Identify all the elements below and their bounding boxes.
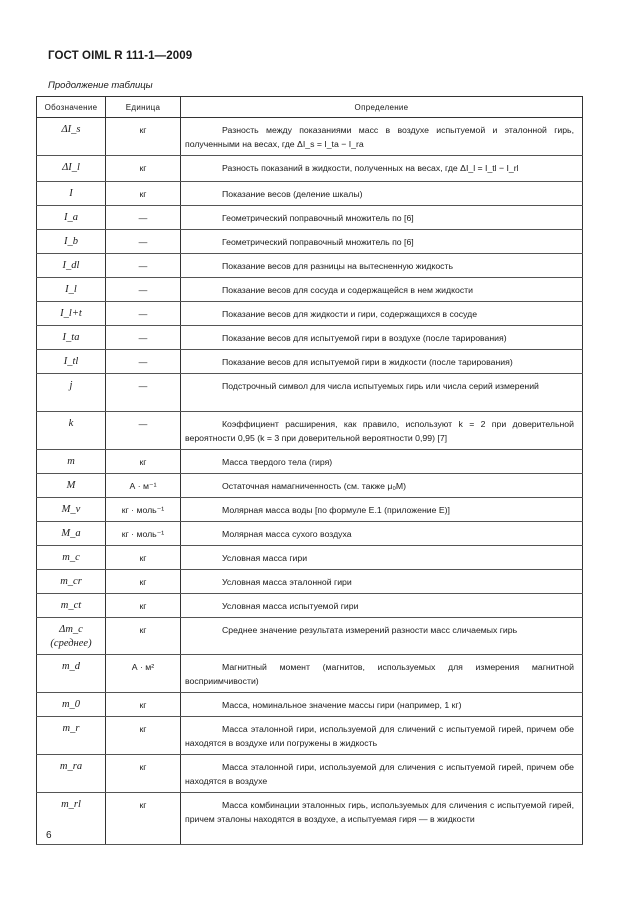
symbol-cell: m_ra	[37, 755, 106, 793]
table-header-row	[37, 97, 583, 118]
unit-cell: кг	[106, 546, 181, 570]
definition-cell: Геометрический поправочный множитель по [6]	[181, 230, 583, 254]
symbol-cell: I_tl	[37, 350, 106, 374]
symbol-cell: j	[37, 374, 106, 412]
definition-cell: Разность между показаниями масс в воздухе испытуемой и эталонной гирь, полученными на весах, где ΔI_s = I_ta − I_ra	[181, 118, 583, 156]
definition-cell: Молярная масса воды [по формуле Е.1 (приложение Е)]	[181, 498, 583, 522]
table-row	[37, 450, 583, 474]
definition-cell: Показание весов для испытуемой гири в жидкости (после тарирования)	[181, 350, 583, 374]
table-row	[37, 118, 583, 156]
definition-cell: Показание весов для разницы на вытесненную жидкость	[181, 254, 583, 278]
definition-cell: Масса, номинальное значение массы гири (например, 1 кг)	[181, 693, 583, 717]
table-row	[37, 693, 583, 717]
table-row	[37, 412, 583, 450]
symbol-cell: m_c	[37, 546, 106, 570]
table-row	[37, 350, 583, 374]
symbol-cell: M	[37, 474, 106, 498]
unit-cell: —	[106, 278, 181, 302]
symbol-cell: ΔI_l	[37, 156, 106, 182]
definition-cell: Молярная масса сухого воздуха	[181, 522, 583, 546]
table-row	[37, 522, 583, 546]
table-row	[37, 498, 583, 522]
symbol-cell: m_ct	[37, 594, 106, 618]
unit-cell: кг · моль⁻¹	[106, 498, 181, 522]
definition-cell: Масса эталонной гири, используемой для сличения с испытуемой гирей, причем обе находятся в воздухе	[181, 755, 583, 793]
definition-cell: Коэффициент расширения, как правило, используют k = 2 при доверительной вероятности 0,95 (k = 3 при доверительной вероятности 0,99) [7]	[181, 412, 583, 450]
symbol-cell: M_a	[37, 522, 106, 546]
table-row	[37, 278, 583, 302]
unit-cell: —	[106, 254, 181, 278]
table-row	[37, 206, 583, 230]
definition-cell: Показание весов для испытуемой гири в воздухе (после тарирования)	[181, 326, 583, 350]
definition-cell: Остаточная намагниченность (см. также μ₀M)	[181, 474, 583, 498]
definition-cell: Подстрочный символ для числа испытуемых гирь или числа серий измерений	[181, 374, 583, 412]
symbol-cell: I	[37, 182, 106, 206]
symbol-cell: ΔI_s	[37, 118, 106, 156]
symbol-cell: m_d	[37, 655, 106, 693]
column-header-definition: Определение	[181, 97, 583, 118]
symbol-cell: I_dl	[37, 254, 106, 278]
unit-cell: кг	[106, 594, 181, 618]
unit-cell: —	[106, 412, 181, 450]
definitions-table	[36, 96, 583, 845]
table-row	[37, 717, 583, 755]
unit-cell: кг	[106, 570, 181, 594]
definition-cell: Магнитный момент (магнитов, используемых для измерения магнитной восприимчивости)	[181, 655, 583, 693]
column-header-unit: Единица	[106, 97, 181, 118]
definition-cell: Разность показаний в жидкости, полученных на весах, где ΔI_l = I_tl − I_rl	[181, 156, 583, 182]
unit-cell: кг	[106, 118, 181, 156]
table-caption: Продолжение таблицы	[48, 80, 153, 91]
definition-cell: Условная масса эталонной гири	[181, 570, 583, 594]
definition-cell: Показание весов (деление шкалы)	[181, 182, 583, 206]
symbol-cell: m	[37, 450, 106, 474]
table-row	[37, 326, 583, 350]
definition-cell: Условная масса испытуемой гири	[181, 594, 583, 618]
symbol-cell: m_r	[37, 717, 106, 755]
table-row	[37, 618, 583, 655]
unit-cell: кг	[106, 156, 181, 182]
table-row	[37, 374, 583, 412]
definition-cell: Масса эталонной гири, используемой для сличений с испытуемой гирей, причем обе находятся в воздухе или погружены в жидкость	[181, 717, 583, 755]
symbol-cell: m_0	[37, 693, 106, 717]
definition-cell: Масса комбинации эталонных гирь, используемых для сличения с испытуемой гирей, причем эталоны находятся в воздухе, а испытуемая гиря — в жидкости	[181, 793, 583, 845]
unit-cell: —	[106, 326, 181, 350]
page-number: 6	[46, 830, 52, 841]
unit-cell: кг	[106, 755, 181, 793]
symbol-cell: Δm_c (среднее)	[37, 618, 106, 655]
table-row	[37, 546, 583, 570]
symbol-cell: I_l+t	[37, 302, 106, 326]
table-row	[37, 302, 583, 326]
symbol-cell: I_ta	[37, 326, 106, 350]
unit-cell: А · м²	[106, 655, 181, 693]
unit-cell: —	[106, 374, 181, 412]
unit-cell: —	[106, 350, 181, 374]
column-header-symbol: Обозначение	[37, 97, 106, 118]
unit-cell: кг	[106, 793, 181, 845]
symbol-cell: m_rl	[37, 793, 106, 845]
table-row	[37, 474, 583, 498]
definition-cell: Среднее значение результата измерений разности масс сличаемых гирь	[181, 618, 583, 655]
definition-cell: Геометрический поправочный множитель по [6]	[181, 206, 583, 230]
table-row	[37, 755, 583, 793]
symbol-cell: I_b	[37, 230, 106, 254]
unit-cell: кг	[106, 717, 181, 755]
document-header: ГОСТ OIML R 111-1—2009	[48, 50, 193, 62]
symbol-cell: I_a	[37, 206, 106, 230]
unit-cell: кг	[106, 693, 181, 717]
unit-cell: кг	[106, 450, 181, 474]
symbol-cell: m_cr	[37, 570, 106, 594]
table-row	[37, 156, 583, 182]
table-row	[37, 254, 583, 278]
definition-cell: Условная масса гири	[181, 546, 583, 570]
definition-cell: Показание весов для жидкости и гири, содержащихся в сосуде	[181, 302, 583, 326]
unit-cell: кг · моль⁻¹	[106, 522, 181, 546]
unit-cell: кг	[106, 618, 181, 655]
table-row	[37, 655, 583, 693]
definition-cell: Показание весов для сосуда и содержащейся в нем жидкости	[181, 278, 583, 302]
symbol-cell: I_l	[37, 278, 106, 302]
symbol-cell: k	[37, 412, 106, 450]
symbol-cell: M_v	[37, 498, 106, 522]
unit-cell: А · м⁻¹	[106, 474, 181, 498]
unit-cell: —	[106, 302, 181, 326]
definition-cell: Масса твердого тела (гиря)	[181, 450, 583, 474]
table-row	[37, 793, 583, 845]
unit-cell: —	[106, 206, 181, 230]
unit-cell: —	[106, 230, 181, 254]
table-row	[37, 570, 583, 594]
unit-cell: кг	[106, 182, 181, 206]
table-row	[37, 230, 583, 254]
table-row	[37, 594, 583, 618]
table-row	[37, 182, 583, 206]
